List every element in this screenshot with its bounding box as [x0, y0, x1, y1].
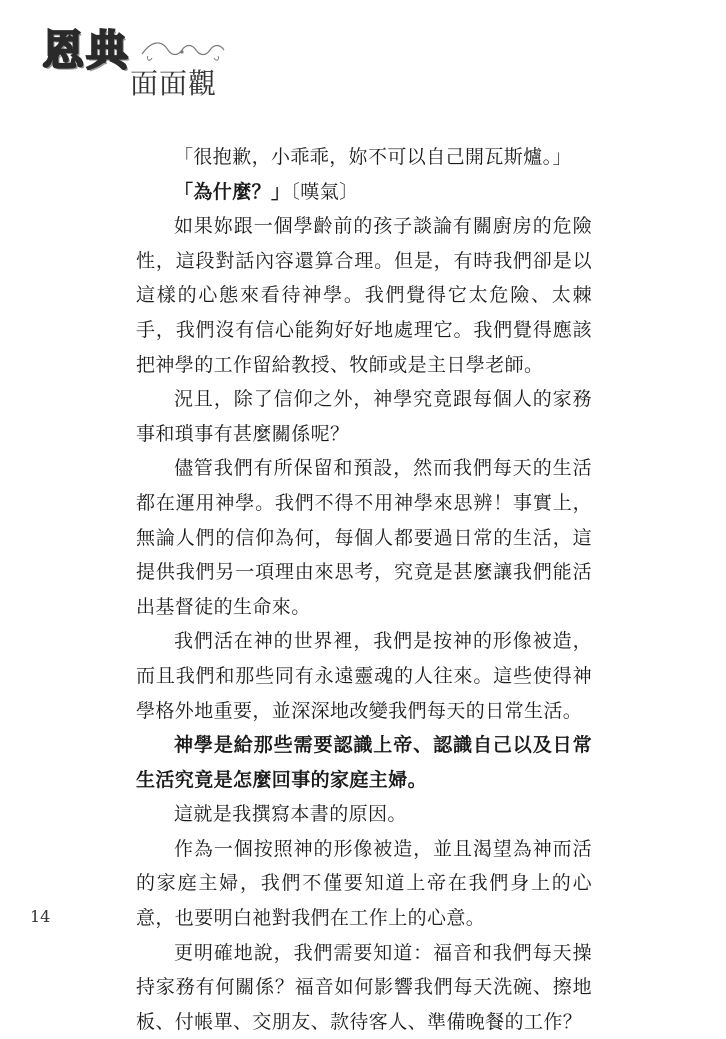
paragraph: 況且，除了信仰之外，神學究竟跟每個人的家務事和瑣事有甚麼關係呢？ — [136, 388, 592, 445]
flourish-ornament-icon — [138, 36, 228, 66]
paragraph: 我們活在神的世界裡，我們是按神的形像被造，而且我們和那些同有永遠靈魂的人往來。這些使得神學格外地重要，並深深地改變我們每天的日常生活。 — [136, 630, 592, 722]
page-number: 14 — [30, 907, 51, 926]
paragraph: 如果妳跟一個學齡前的孩子談論有關廚房的危險性，這段對話內容還算合理。但是，有時我們卻是以這樣的心態來看待神學。我們覺得它太危險、太棘手，我們沒有信心能夠好好地處理它。我們覺得應該把神學的工作留給教授、牧師或是主日學老師。 — [136, 215, 592, 376]
page-body — [136, 140, 592, 1039]
paragraph: 這就是我撰寫本書的原因。 — [174, 803, 407, 826]
paragraph: 儘管我們有所保留和預設，然而我們每天的生活都在運用神學。我們不得不用神學來思辨！事實上，無論人們的信仰為何，每個人都要過日常的生活，這提供我們另一項理由來思考，究竟是甚麼讓我們能活出基督徒的生命來。 — [136, 457, 592, 618]
paragraph: 更明確地說，我們需要知道：福音和我們每天操持家務有何關係？福音如何影響我們每天洗碗、擦地板、付帳單、交朋友、款待客人、準備晚餐的工作？ — [136, 941, 592, 1033]
emphasis-paragraph: 神學是給那些需要認識上帝、認識自己以及日常生活究竟是怎麼回事的家庭主婦。 — [136, 734, 592, 791]
paragraph: 作為一個按照神的形像被造，並且渴望為神而活的家庭主婦，我們不僅要知道上帝在我們身上的心意，也要明白祂對我們在工作上的心意。 — [136, 837, 592, 930]
stage-direction: 〔嘆氣〕 — [290, 180, 359, 203]
header-title-char-1: 恩 — [42, 26, 85, 75]
header-title-char-2: 典 — [86, 26, 129, 75]
header-subtitle: 面面觀 — [130, 67, 218, 100]
running-header — [20, 26, 320, 106]
paragraph — [136, 175, 592, 210]
bold-question: 「為什麼？」 — [174, 180, 291, 203]
paragraph: 「很抱歉，小乖乖，妳不可以自己開瓦斯爐。」 — [174, 146, 572, 168]
